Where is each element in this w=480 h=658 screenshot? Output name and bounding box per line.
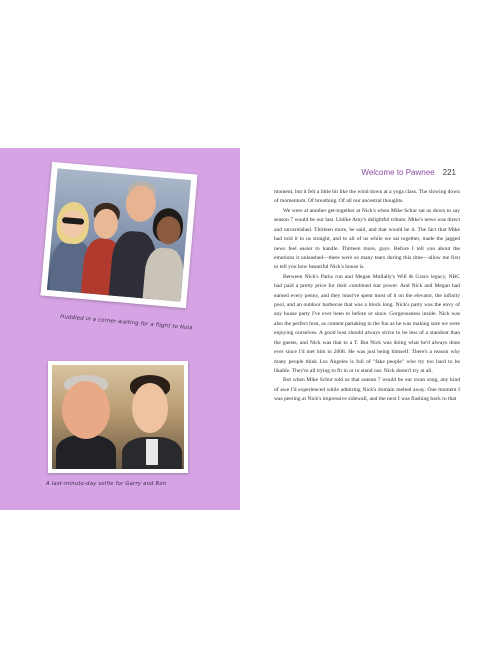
paragraph: But when Mike Schur told us that season 7 would be our swan song, any kind of awe I'd experienced while admiring Nick's domain melted away. One moment I was peering at Nick's impressive sidewall, and the next I was flashing back to that	[274, 377, 460, 403]
paragraph: We were at another get-together at Nick's when Mike Schur sat us down to say season 7 would be our last. Unlike Amy's delightful tribute, Mike's news was direct and unvarnished. Thirteen more, he said, and that would be it. The fact that Mike had told it to us straight, and to all of us while we sat together, made the jagged news feel easier to handle. Thirteen more, guys. Before I tell you about the emotions it unleashed—there were so many tears during this time—allow me first to tell you how beautiful Nick's house is.	[274, 207, 460, 271]
selfie-photo	[48, 361, 188, 473]
paragraph: moment, but it felt a little bit like the wind down at a yoga class. The slowing down of momentum. Of breathing. Of all our ancestral thoughts.	[274, 189, 460, 205]
selfie-photo-image	[52, 365, 184, 469]
chapter-title: Welcome to Pawnee	[361, 168, 435, 177]
photo-page	[0, 148, 240, 510]
selfie-photo-caption: A last-minute-day selfie for Garry and Ben	[46, 481, 167, 487]
running-head	[361, 168, 456, 177]
text-page	[240, 148, 480, 510]
body-text	[274, 188, 460, 405]
group-photo-caption: Huddled in a corner waiting for a flight to Nola	[60, 313, 193, 332]
group-photo	[40, 162, 197, 308]
group-photo-image	[47, 168, 191, 301]
paragraph: Between Nick's Parks run and Megan Mullally's Will & Grace legacy, NBC had paid a pretty price for their combined star power. And Nick and Megan had earned every penny, and they must've spent most of it on the elevator, the infinity pool, and an outdoor barbecue that was a block long. Nick's party was the envy of any house party I've ever been to before or since. Gorgeousness inside. Nick was also the perfect host, as content partaking in the fun as he was making sure we were enjoying ourselves. A good host should always strive to be less of a standout than the guests, and Nick was that to a T. But Nick was doing what he'd always done ever since I'd met him in 2008. He was just being himself. There's a reason why many people think Los Angeles is full of "fake people" who try too hard to be likable. They're all trying to fit in or to stand out. Nick doesn't try at all.	[274, 273, 460, 375]
page-number: 221	[442, 168, 456, 177]
